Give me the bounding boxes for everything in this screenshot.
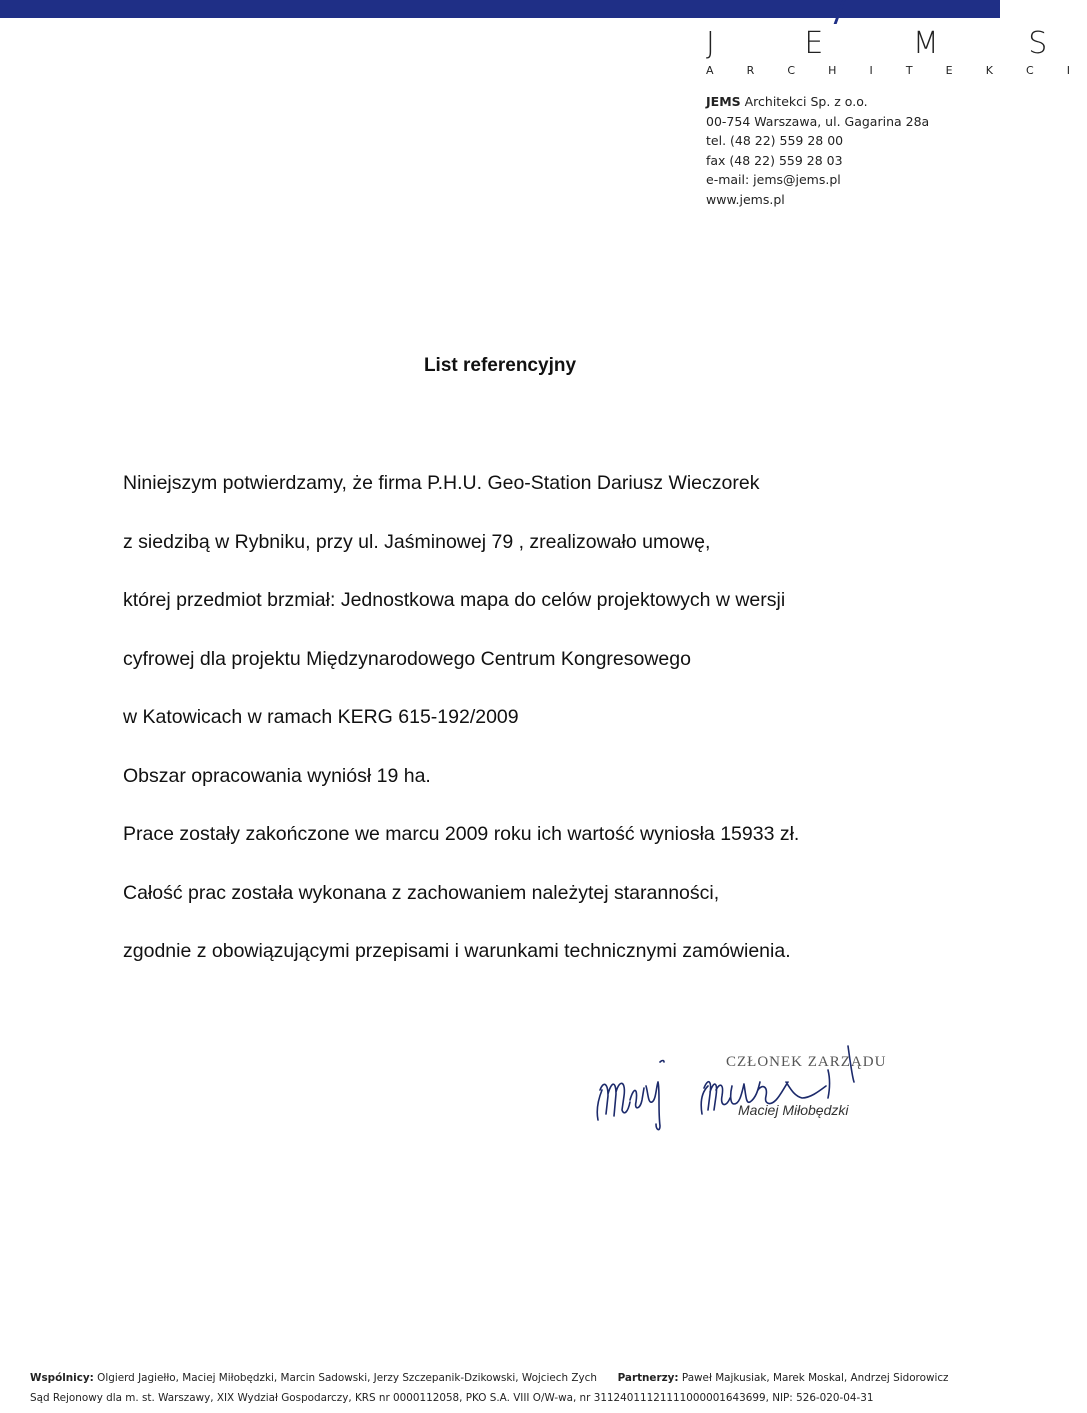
body-line: Prace zostały zakończone we marcu 2009 roku ich wartość wyniosła 15933 zł. <box>123 823 800 845</box>
letterhead-top-bar <box>0 0 1000 18</box>
footer-registry: Sąd Rejonowy dla m. st. Warszawy, XIX Wydział Gospodarczy, KRS nr 0000112058, PKO S.A. VIII O/W-wa, nr 31124011121111000001643699, NIP: 526-020-04-31 <box>30 1392 874 1404</box>
body-line: z siedzibą w Rybniku, przy ul. Jaśminowej 79 , zrealizowało umowę, <box>123 530 711 553</box>
body-line: Niniejszym potwierdzamy, że firma P.H.U. Geo-Station Dariusz Wieczorek <box>123 472 760 494</box>
company-street: 00-754 Warszawa, ul. Gagarina 28a <box>706 113 930 129</box>
company-name-bold: JEMS <box>706 94 741 109</box>
body-line: zgodnie z obowiązującymi przepisami i warunkami technicznymi zamówienia. <box>123 940 791 962</box>
body-line: w Katowicach w ramach KERG 615-192/2009 <box>123 706 519 728</box>
letter-body <box>123 468 943 995</box>
body-line: Obszar opracowania wyniósł 19 ha. <box>123 764 431 787</box>
footer-partners: Olgierd Jagiełło, Maciej Miłobędzki, Marcin Sadowski, Jerzy Szczepanik-Dzikowski, Wojciech Zych <box>97 1372 597 1384</box>
body-line: Całość prac została wykonana z zachowaniem należytej staranności, <box>123 881 720 904</box>
logo-subtitle: A R C H I T E K C I <box>706 64 1085 77</box>
company-email: e-mail: jems@jems.pl <box>706 172 841 187</box>
company-website: www.jems.pl <box>706 191 785 207</box>
footer-partners-line <box>30 1368 980 1388</box>
stamp-title: CZŁONEK ZARZĄDU <box>726 1054 887 1070</box>
company-logo <box>706 26 1087 77</box>
company-name-line <box>706 92 929 112</box>
body-line: której przedmiot brzmiał: Jednostkowa mapa do celów projektowych w wersji <box>123 589 786 611</box>
company-name-rest: Architekci Sp. z o.o. <box>744 94 868 109</box>
document-footer <box>30 1368 980 1408</box>
handwritten-signature <box>590 1030 890 1140</box>
footer-partners-label: Wspólnicy: <box>30 1372 94 1384</box>
company-phone: tel. (48 22) 559 28 00 <box>706 133 844 148</box>
signature-block <box>590 1030 890 1140</box>
body-line: cyfrowej dla projektu Międzynarodowego Centrum Kongresowego <box>123 647 691 670</box>
company-fax: fax (48 22) 559 28 03 <box>706 152 843 168</box>
logo-wordmark: J E M S <box>706 26 1087 61</box>
footer-associates-label: Partnerzy: <box>617 1372 679 1384</box>
stamp-name: Maciej Miłobędzki <box>738 1102 849 1118</box>
document-title: List referencyjny <box>423 355 577 376</box>
footer-associates: Paweł Majkusiak, Marek Moskal, Andrzej Sidorowicz <box>681 1372 949 1384</box>
company-address-block <box>706 92 929 209</box>
